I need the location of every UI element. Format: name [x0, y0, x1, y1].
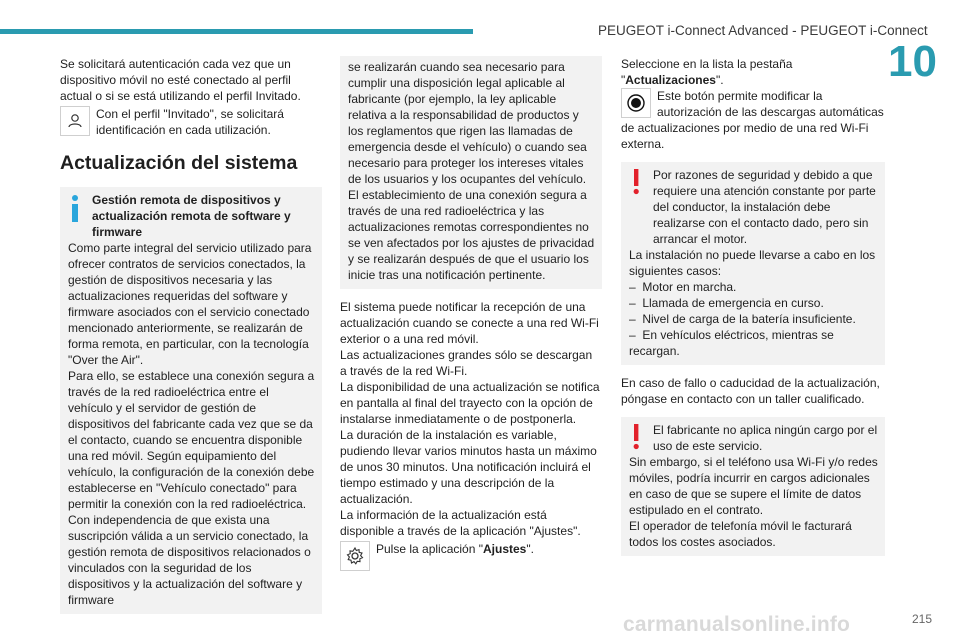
guest-note [60, 106, 322, 138]
info-body: Como parte integral del servicio utilizado para ofrecer contratos de servicios conectados, la gestión de dispositivos necesaria y las actualizaciones requeridas del software y firmware asociados con el servicio conectado mencionado anteriormente, se realizarán de forma remota, en particular, con la tecnología "Over the Air". [68, 241, 312, 367]
warning-costs-text: El fabricante no aplica ningún cargo por el uso de este servicio. [653, 423, 878, 453]
guest-note-text: Con el perfil "Invitado", se solicitará identificación en cada utilización. [96, 107, 284, 137]
radio-button-icon [621, 88, 651, 118]
notify-paragraph: El sistema puede notificar la recepción de una actualización cuando se conecte a una red Wi-Fi exterior o a una red móvil. [340, 300, 599, 346]
warning-icon [629, 424, 643, 450]
section-heading: Actualización del sistema [60, 152, 298, 174]
auth-paragraph: Se solicitará autenticación cada vez que un dispositivo móvil no esté conectado al perfil actual o si se está utilizando el perfil Invitado. [60, 57, 301, 103]
column-3 [621, 56, 885, 556]
warning-icon [629, 169, 643, 195]
gear-icon [340, 541, 370, 571]
chapter-number: 10 [888, 37, 937, 86]
column-2 [340, 56, 602, 571]
settings-paragraph: La información de la actualización está disponible a través de la aplicación "Ajustes". [340, 508, 581, 538]
settings-instruction-text: Pulse la aplicación "Ajustes". [376, 542, 534, 556]
wifi-paragraph: Las actualizaciones grandes sólo se descargan a través de la red Wi-Fi. [340, 348, 593, 378]
availability-paragraph: La disponibilidad de una actualización se notifica en pantalla al final del trayecto con la opción de instalarse inmediatamente o de postponerla. [340, 380, 600, 426]
info-body-2: Para ello, se establece una conexión segura a través de la red radioeléctrica entre el vehículo y el servidor de gestión de dispositivos del fabricante cada vez que se da el contacto, cuando se encuentra disponible una red móvil. Según equipamiento del vehículo, la configuración de la conexión debe establecerse en "Vehículo conectado" para permitir la conexión con la red radioeléctrica. Con independencia de que exista una suscripción válida a un servicio conectado, la gestión remota de dispositivos relacionados o vinculados con la seguridad de los dispositivos y la actualización del software y firmware [68, 369, 315, 607]
page-number: 215 [912, 612, 933, 626]
auto-download-tail: de actualizaciones por medio de una red Wi-Fi externa. [621, 121, 869, 151]
header-title: PEUGEOT i-Connect Advanced - PEUGEOT i-Connect [598, 23, 928, 38]
case-item: – Llamada de emergencia en curso. [629, 296, 824, 310]
user-profile-icon [60, 106, 90, 136]
warning-costs-first [629, 422, 878, 454]
duration-paragraph: La duración de la instalación es variable, pudiendo llevar varios minutos hasta un máximo de unos 30 minutos. Una notificación incluirá el tiempo estimado y una descripción de la actualización. [340, 428, 597, 506]
warning-install-first [629, 167, 878, 247]
warning-costs-body: Sin embargo, si el teléfono usa Wi-Fi y/o redes móviles, podría incurrir en cargos adicionales en caso de que se supere el límite de datos estipulado en el contrato. [629, 455, 878, 517]
case-item: – Motor en marcha. [629, 280, 737, 294]
info-box [60, 187, 322, 614]
warning-box-costs [621, 417, 885, 556]
info-continued-2: El establecimiento de una conexión segura a través de una red radioeléctrica y las actualizaciones remotas correspondientes no se ven afectados por los ajustes de privacidad y se realizarán después de que el usuario los inicie tras una notificación pertinente. [348, 188, 595, 282]
select-tab-paragraph: Seleccione en la lista la pestaña "Actualizaciones". [621, 57, 793, 87]
warning-install-text: Por razones de seguridad y debido a que requiere una atención constante por parte del conductor, la instalación debe realizarse con el contacto dado, pero sin arrancar el motor. [653, 168, 876, 246]
info-box-continued [340, 56, 602, 289]
warning-costs-operator: El operador de telefonía móvil le facturará todos los costes asociados. [629, 519, 852, 549]
auto-download-lead: Este botón permite modificar la autorización de las descargas automáticas [657, 89, 884, 119]
warning-box-install [621, 162, 885, 365]
info-title: Gestión remota de dispositivos y actualización remota de software y firmware [92, 193, 291, 239]
column-1 [60, 56, 322, 614]
warning-install-cases: La instalación no puede llevarse a cabo en los siguientes casos: [629, 248, 876, 278]
header-accent-bar [0, 29, 473, 34]
auto-download-note [621, 88, 885, 120]
settings-instruction [340, 541, 602, 571]
info-title-block [68, 192, 315, 240]
info-icon [68, 194, 82, 224]
case-item: – En vehículos eléctricos, mientras se recargan. [629, 328, 834, 358]
info-continued-1: se realizarán cuando sea necesario para cumplir una disposición legal aplicable al fabricante (por ejemplo, la ley aplicable relativa a la responsabilidad de productos y los reglamentos que rigen las llamadas de emergencia desde el vehículo) o cuando sea necesario para proteger los intereses vitales de los usuarios y los ocupantes del vehículo. [348, 60, 587, 186]
case-item: – Nivel de carga de la batería insuficiente. [629, 312, 856, 326]
failure-paragraph: En caso de fallo o caducidad de la actualización, póngase en contacto con un taller cualificado. [621, 376, 880, 406]
watermark: carmanualsonline.info [623, 613, 851, 636]
